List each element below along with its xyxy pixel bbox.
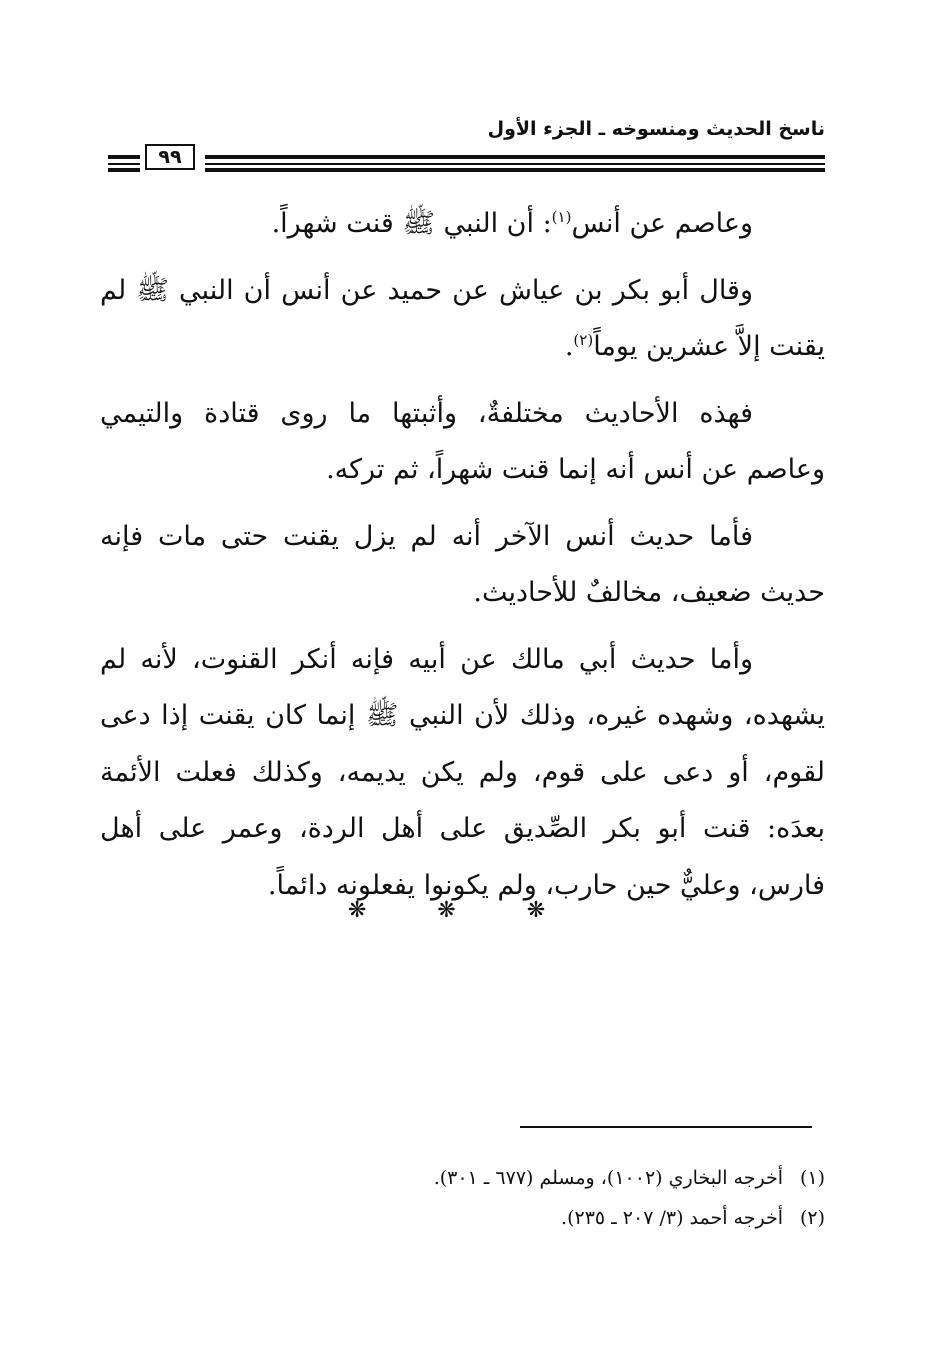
footnote-text: أخرجه أحمد (٣/ ٢٠٧ ـ ٢٣٥). bbox=[561, 1207, 783, 1229]
footnote-ref-1[interactable]: (١) bbox=[551, 208, 572, 226]
paragraph-2 bbox=[100, 263, 825, 376]
running-title: ناسخ الحديث ومنسوخه ـ الجزء الأول bbox=[487, 118, 825, 140]
footnote-text: أخرجه البخاري (١٠٠٢)، ومسلم (٦٧٧ ـ ٣٠١). bbox=[433, 1167, 783, 1189]
footnote-number: (١) bbox=[799, 1167, 825, 1189]
header-rule bbox=[205, 155, 825, 159]
page-number: ٩٩ bbox=[145, 144, 195, 170]
paragraph-1 bbox=[100, 196, 825, 253]
header-ornament-bar bbox=[108, 163, 140, 165]
footnotes bbox=[125, 1158, 825, 1238]
paragraph-text: . bbox=[564, 331, 574, 362]
paragraph-3: فهذه الأحاديث مختلفةٌ، وأثبتها ما روى قتادة والتيمي وعاصم عن أنس أنه إنما قنت شهراً، ثم تركه. bbox=[100, 397, 825, 485]
paragraph-text: : أن النبي ﷺ قنت شهراً. bbox=[271, 208, 552, 239]
paragraph-4: فأما حديث أنس الآخر أنه لم يزل يقنت حتى مات فإنه حديث ضعيف، مخالفٌ للأحاديث. bbox=[100, 520, 825, 608]
header-rule bbox=[205, 168, 825, 172]
footnote-rule bbox=[520, 1126, 812, 1128]
footnote-number: (٢) bbox=[799, 1207, 825, 1229]
header-ornament-bar bbox=[108, 168, 140, 172]
footnote-1 bbox=[125, 1158, 825, 1198]
paragraph-text: وعاصم عن أنس bbox=[571, 208, 753, 239]
section-separator: ❋ ❋ ❋ bbox=[347, 898, 578, 923]
footnote-2 bbox=[125, 1198, 825, 1238]
paragraph-5: وأما حديث أبي مالك عن أبيه فإنه أنكر القنوت، لأنه لم يشهده، وشهده غيره، وذلك لأن النبي ﷺ إنما كان يقنت إذا دعى لقوم، أو دعى على قوم، ولم يكن يديمه، وكذلك فعلت الأئمة بعدَه: قنت أبو بكر الصِّديق على أهل الردة، وعمر على أهل فارس، وعليٌّ حين حارب، ولم يكونوا يفعلونه دائماً. bbox=[100, 643, 825, 901]
header-ornament-bar bbox=[108, 155, 140, 159]
header-rule bbox=[205, 163, 825, 165]
body-text bbox=[100, 196, 825, 924]
paragraph-text: وقال أبو بكر بن عياش عن حميد عن أنس أن النبي ﷺ لم يقنت إلاَّ عشرين يوماً bbox=[100, 274, 825, 362]
footnote-ref-2[interactable]: (٢) bbox=[573, 331, 594, 349]
